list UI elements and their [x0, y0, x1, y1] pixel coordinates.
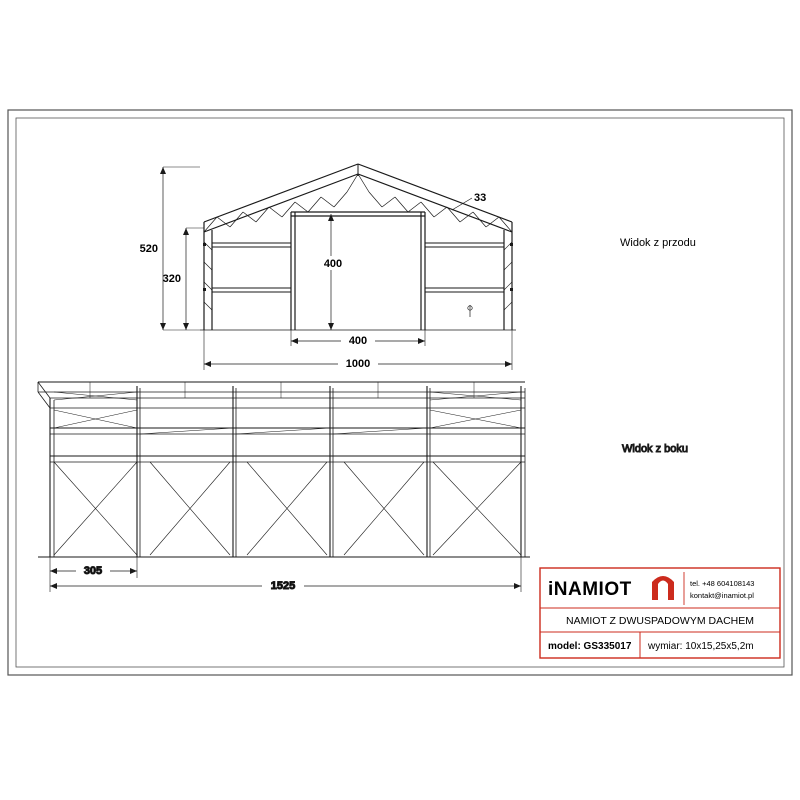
dim-label-roof-angle: 33 [474, 192, 487, 204]
dim-label-bay-spacing: 305 [83, 564, 103, 577]
product-title: NAMIOT Z DWUSPADOWYM DACHEM [565, 615, 755, 627]
brand-email: kontakt@inamiot.pl [690, 591, 754, 600]
size-label: wymiar: 10x15,25x5,2m [648, 641, 754, 652]
dim-label-eave-height: 320 [162, 273, 181, 285]
dim-label-door-height: 400 [323, 258, 343, 270]
dim-label-total-width: 1000 [345, 357, 371, 370]
side-view-label: Widok z boku [622, 443, 689, 455]
brand-phone: tel. +48 604108143 [690, 579, 755, 588]
dim-label-door-width: 400 [348, 334, 368, 347]
dim-label-ridge-height: 520 [139, 243, 158, 255]
title-block [540, 568, 780, 658]
model-label: model: GS335017 [548, 641, 632, 652]
dim-label-total-length: 1525 [270, 579, 296, 592]
brand-name: iNAMIOT [548, 579, 632, 600]
front-view-label: Widok z przodu [620, 237, 696, 249]
